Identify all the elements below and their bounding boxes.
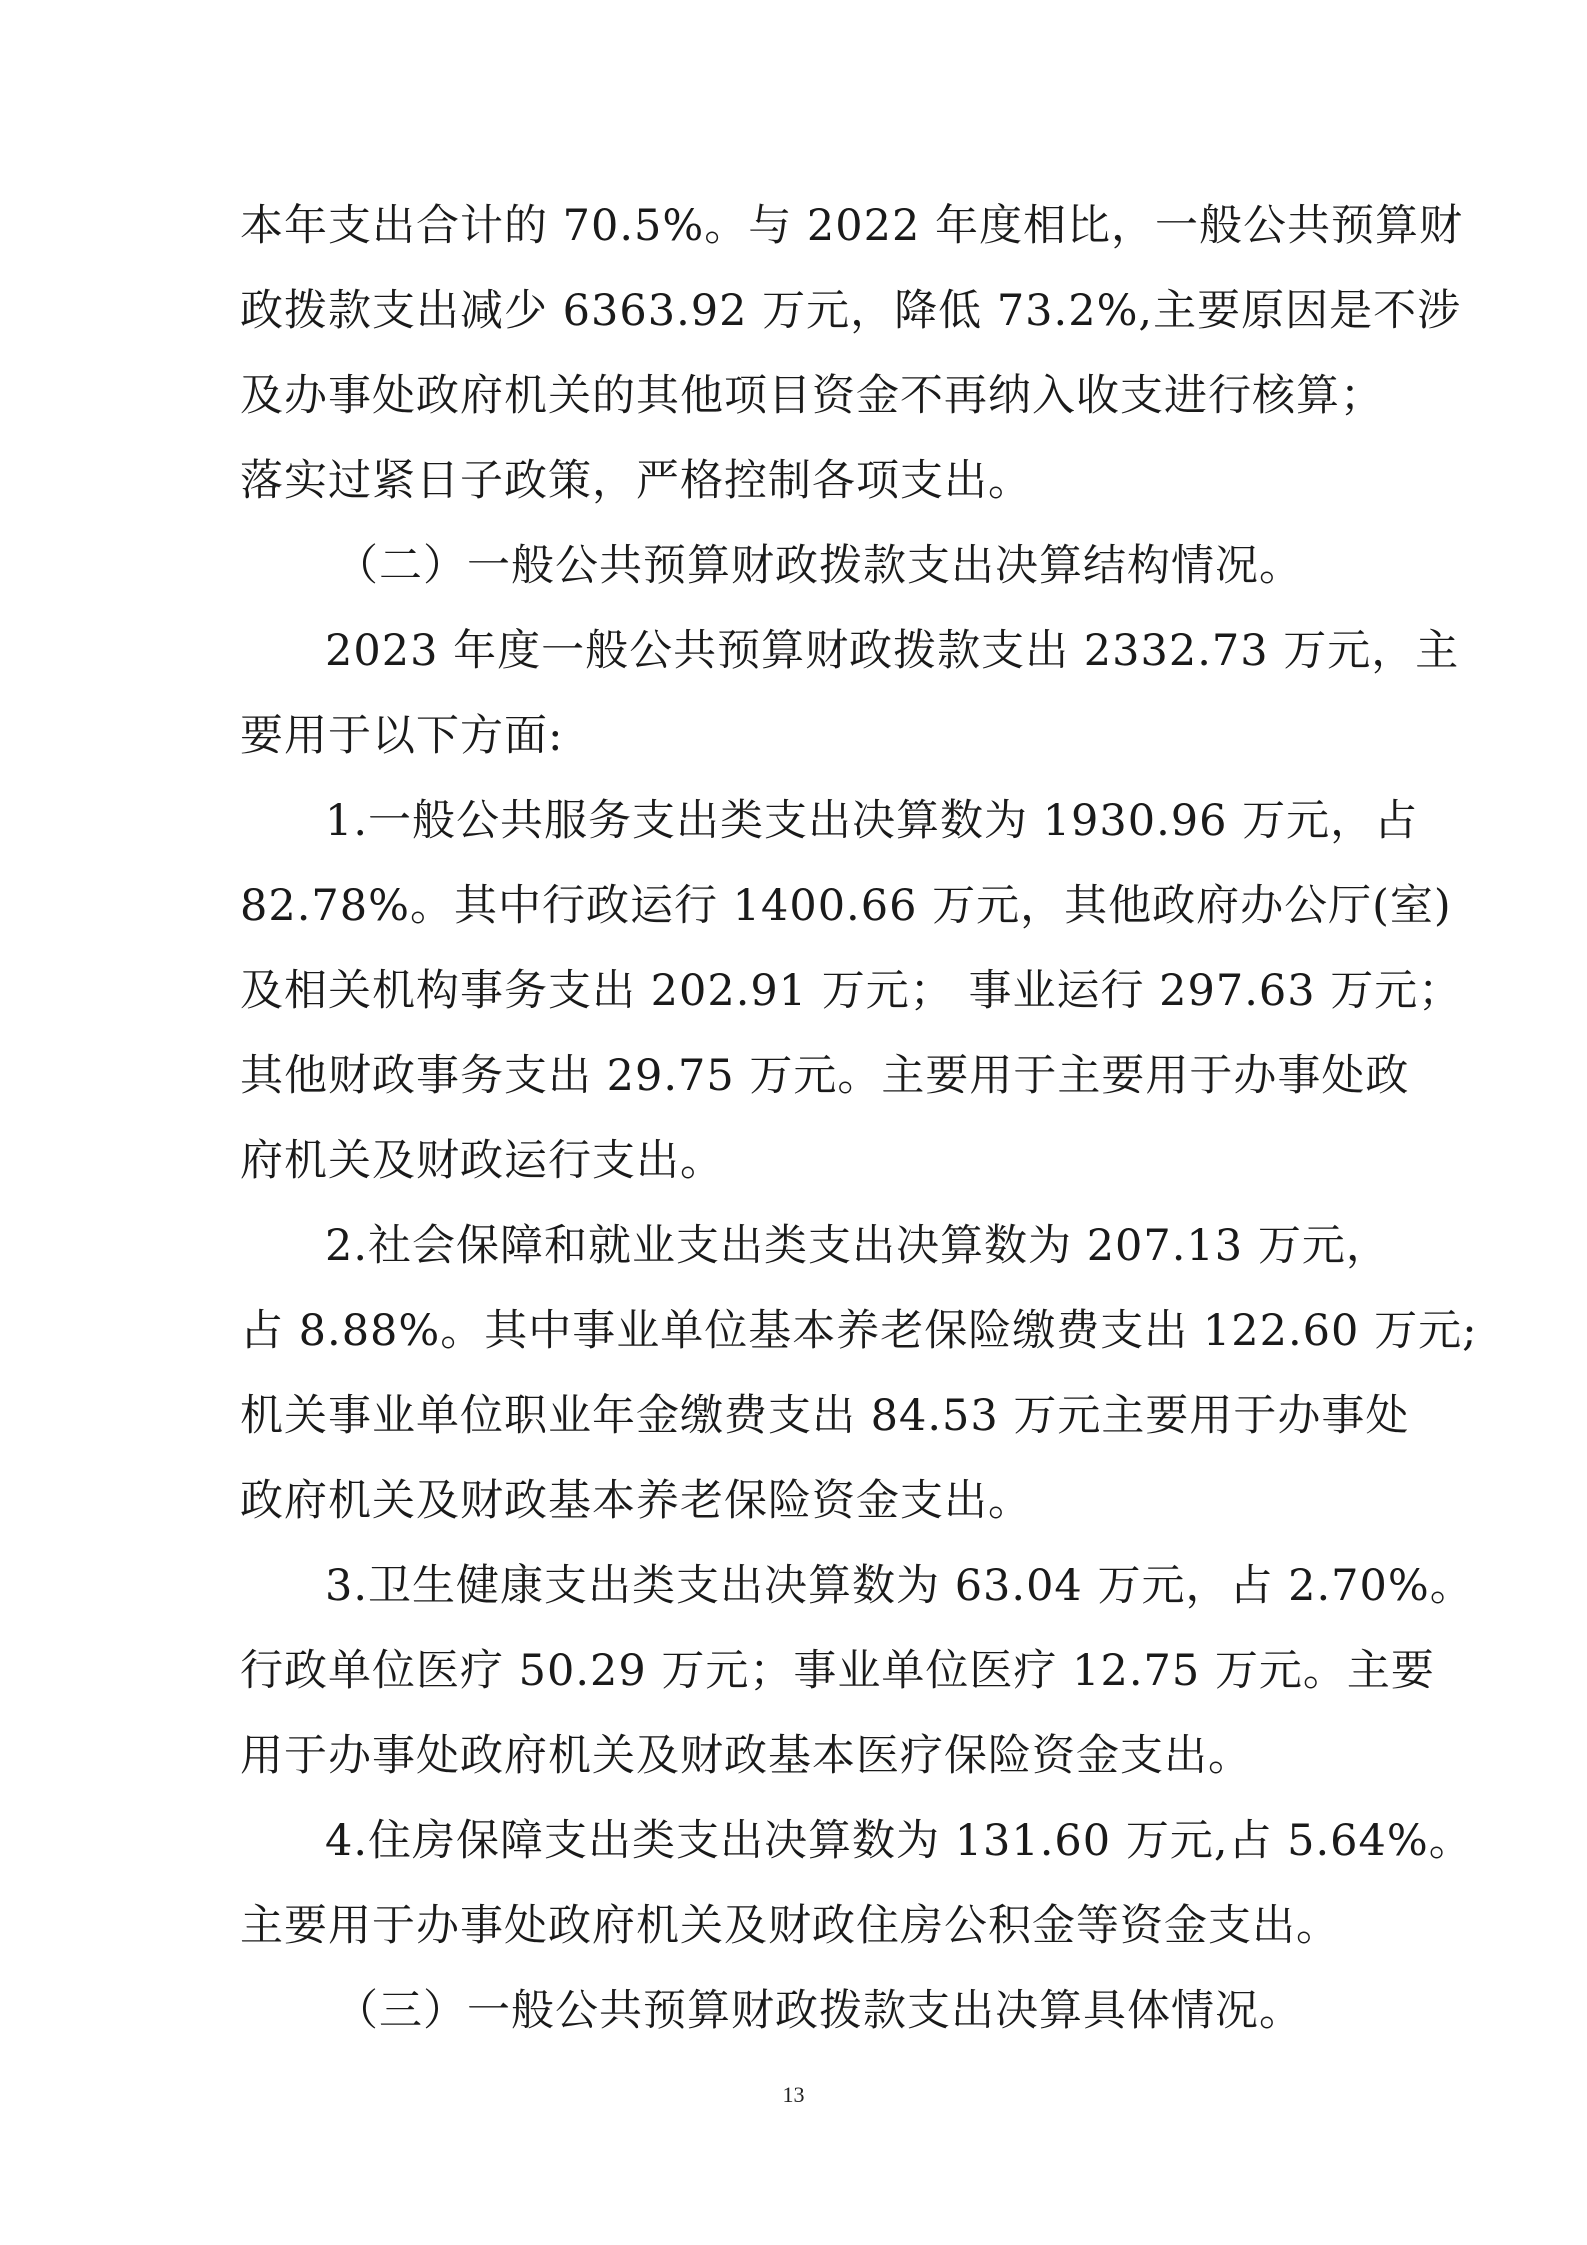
item-2-line-4: 政府机关及财政基本养老保险资金支出。 — [240, 1476, 1032, 1526]
text-line-6: 2023 年度一般公共预算财政拨款支出 2332.73 万元，主 — [325, 626, 1460, 676]
text-line-7: 要用于以下方面: — [240, 711, 564, 761]
section-heading-2: （二）一般公共预算财政拨款支出决算结构情况。 — [335, 541, 1303, 591]
item-2-line-2: 占 8.88%。其中事业单位基本养老保险缴费支出 122.60 万元; — [240, 1306, 1478, 1356]
text-line-2: 政拨款支出减少 6363.92 万元，降低 73.2%,主要原因是不涉 — [240, 286, 1462, 336]
item-3-line-3: 用于办事处政府机关及财政基本医疗保险资金支出。 — [240, 1731, 1252, 1781]
item-4-line-2: 主要用于办事处政府机关及财政住房公积金等资金支出。 — [240, 1901, 1340, 1951]
item-1-line-2: 82.78%。其中行政运行 1400.66 万元，其他政府办公厅(室) — [240, 881, 1452, 931]
item-1-line-5: 府机关及财政运行支出。 — [240, 1136, 724, 1186]
item-4-line-1: 4.住房保障支出类支出决算数为 131.60 万元,占 5.64%。 — [325, 1816, 1473, 1866]
item-1-line-4: 其他财政事务支出 29.75 万元。主要用于主要用于办事处政 — [240, 1051, 1410, 1101]
section-heading-3: （三）一般公共预算财政拨款支出决算具体情况。 — [335, 1986, 1303, 2036]
item-1-line-3: 及相关机构事务支出 202.91 万元； 事业运行 297.63 万元； — [240, 966, 1463, 1016]
text-line-1: 本年支出合计的 70.5%。与 2022 年度相比，一般公共预算财 — [240, 201, 1464, 251]
text-line-4: 落实过紧日子政策，严格控制各项支出。 — [240, 456, 1032, 506]
item-2-line-3: 机关事业单位职业年金缴费支出 84.53 万元主要用于办事处 — [240, 1391, 1410, 1441]
item-2-line-1: 2.社会保障和就业支出类支出决算数为 207.13 万元， — [325, 1221, 1390, 1271]
page-number: 13 — [782, 2082, 805, 2107]
text-line-3: 及办事处政府机关的其他项目资金不再纳入收支进行核算； — [240, 371, 1384, 421]
item-3-line-1: 3.卫生健康支出类支出决算数为 63.04 万元，占 2.70%。 — [325, 1561, 1474, 1611]
item-1-line-1: 1.一般公共服务支出类支出决算数为 1930.96 万元，占 — [325, 796, 1419, 846]
item-3-line-2: 行政单位医疗 50.29 万元；事业单位医疗 12.75 万元。主要 — [240, 1646, 1435, 1696]
